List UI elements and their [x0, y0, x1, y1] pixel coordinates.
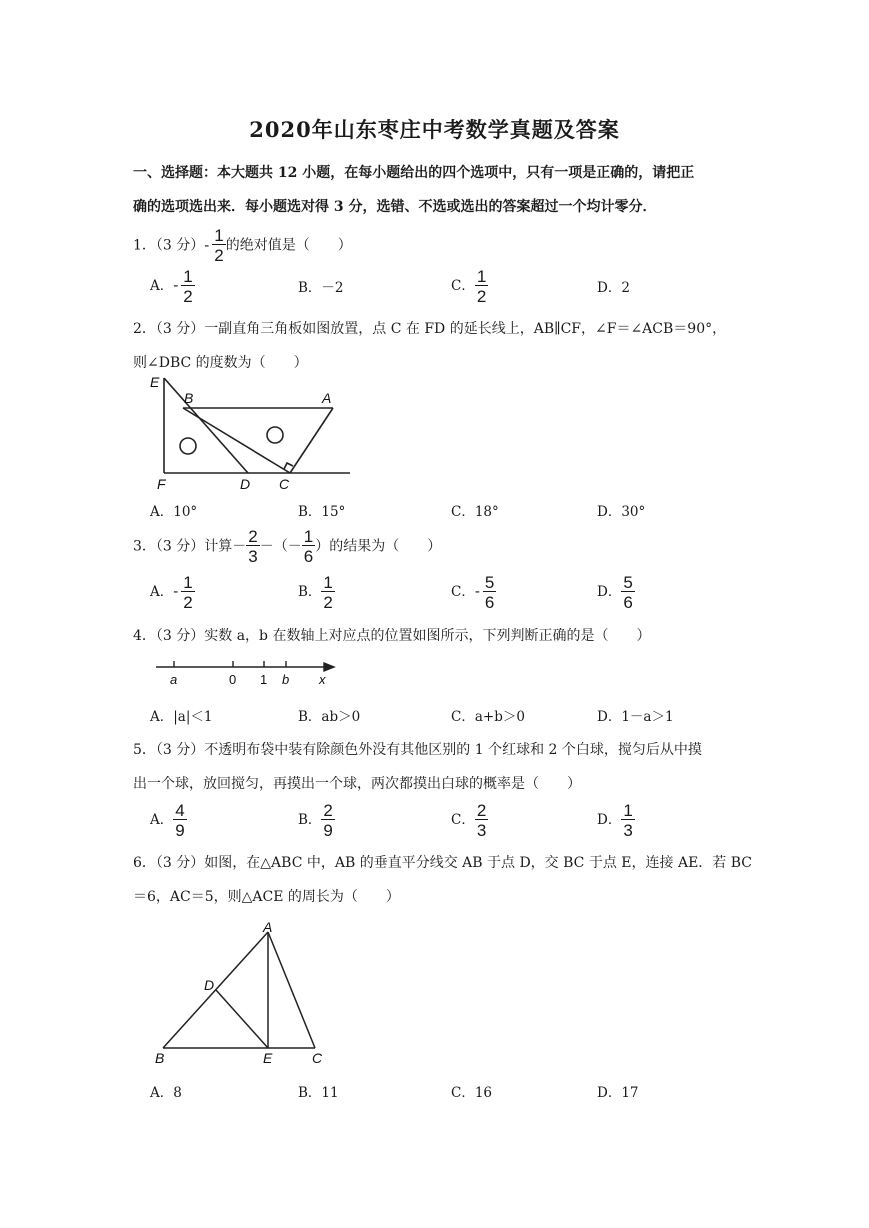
question-1: 1．（3 分）- $\frac{1}{2}$ 的绝对值是（ ） [133, 226, 352, 265]
question-6-line1: 6．（3 分）如图，在△ABC 中，AB 的垂直平分线交 AB 于点 D，交 BC 于点 E，连接 AE．若 BC [133, 855, 752, 871]
question-5-line1: 5．（3 分）不透明布袋中装有除颜色外没有其他区别的 1 个红球和 2 个白球，搅匀后从中摸 [133, 742, 702, 758]
q4-axis-arrow [324, 663, 334, 671]
q4-option-d[interactable]: D．1－a＞1 [597, 709, 674, 725]
q2-option-c[interactable]: C．18° [451, 504, 499, 520]
q6-option-d[interactable]: D．17 [597, 1085, 639, 1101]
q2-right-angle-mark [284, 463, 293, 469]
q6-label-a: A [263, 919, 273, 935]
q2-hole-left [180, 438, 196, 454]
q3-option-c[interactable]: C．- $\frac{5}{6}$ [451, 573, 495, 612]
q6-label-d: D [204, 977, 215, 993]
q2-label-a: A [322, 390, 332, 406]
page-title: 2020年山东枣庄中考数学真题及答案 [249, 117, 620, 142]
q6-label-c: C [312, 1050, 323, 1066]
q2-option-b[interactable]: B．15° [298, 504, 346, 520]
q6-edge-ac [268, 932, 315, 1048]
section-instructions-line2: 确的选项选出来．每小题选对得 3 分，选错、不选或选出的答案超过一个均计零分． [133, 199, 657, 215]
q4-label-0: 0 [229, 672, 237, 687]
q5-option-a[interactable]: A． $\frac{4}{9}$ [150, 801, 185, 840]
q5-option-b[interactable]: B． $\frac{2}{9}$ [298, 801, 333, 840]
q2-edge-ac [290, 408, 333, 473]
section-instructions-line1: 一、选择题：本大题共 12 小题，在每小题给出的四个选项中，只有一项是正确的，请把正 [133, 165, 695, 181]
q4-option-c[interactable]: C．a+b＞0 [451, 709, 525, 725]
q6-label-e: E [263, 1050, 273, 1066]
q6-triangle-figure [150, 918, 340, 1068]
q4-number-line [150, 655, 340, 689]
q3-option-a[interactable]: A．- $\frac{1}{2}$ [150, 573, 193, 612]
q4-label-a: a [170, 672, 178, 687]
q2-triangle-figure [140, 372, 360, 494]
q5-option-c[interactable]: C． $\frac{2}{3}$ [451, 801, 487, 840]
q4-label-1: 1 [260, 672, 268, 687]
q1-suffix: 的绝对值是（ ） [225, 237, 352, 254]
q2-option-d[interactable]: D．30° [597, 504, 646, 520]
q2-label-d: D [240, 476, 251, 492]
q4-option-b[interactable]: B．ab＞0 [298, 709, 361, 725]
question-5-line2: 出一个球，放回搅匀，再摸出一个球，两次都摸出白球的概率是（ ） [133, 776, 581, 792]
q2-label-f: F [157, 476, 166, 492]
q6-perpendicular-de [216, 990, 268, 1048]
q1-fraction: $\frac{1}{2}$ [214, 226, 224, 265]
q2-hole-right [267, 427, 283, 443]
q6-label-b: B [155, 1050, 165, 1066]
q6-option-c[interactable]: C．16 [451, 1085, 493, 1101]
q4-label-x: x [319, 672, 326, 687]
q6-option-b[interactable]: B．11 [298, 1085, 339, 1101]
q2-edge-ed [164, 378, 248, 473]
q6-option-a[interactable]: A．8 [150, 1085, 182, 1101]
q1-option-b[interactable]: B．－2 [298, 280, 344, 296]
q2-label-e: E [150, 374, 160, 390]
q1-option-d[interactable]: D．2 [597, 280, 630, 296]
q2-option-a[interactable]: A．10° [150, 504, 198, 520]
q1-prefix: 1．（3 分） [133, 237, 205, 254]
question-6-line2: ＝6，AC＝5，则△ACE 的周长为（ ） [133, 889, 400, 905]
q1-option-c[interactable]: C． $\frac{1}{2}$ [451, 267, 487, 306]
question-2-line2: 则∠DBC 的度数为（ ） [133, 355, 308, 371]
question-3: 3．（3 分）计算－ $\frac{2}{3}$ －（－ $\frac{1}{6}$ ）的结果为（ ） [133, 527, 442, 566]
q3-option-b[interactable]: B． $\frac{1}{2}$ [298, 573, 333, 612]
q2-edge-bc [183, 408, 290, 473]
q3-option-d[interactable]: D． $\frac{5}{6}$ [597, 573, 633, 612]
question-4-line1: 4．（3 分）实数 a，b 在数轴上对应点的位置如图所示，下列判断正确的是（ ） [133, 628, 651, 644]
question-2-line1: 2．（3 分）一副直角三角板如图放置，点 C 在 FD 的延长线上，AB∥CF，∠F＝∠ACB＝90°， [133, 321, 727, 337]
q4-label-b: b [282, 672, 290, 687]
q5-option-d[interactable]: D． $\frac{1}{3}$ [597, 801, 633, 840]
q2-label-b: B [184, 390, 194, 406]
q4-option-a[interactable]: A．|a|＜1 [150, 709, 213, 725]
q1-option-a[interactable]: A．- $\frac{1}{2}$ [150, 267, 193, 306]
q2-label-c: C [279, 476, 290, 492]
